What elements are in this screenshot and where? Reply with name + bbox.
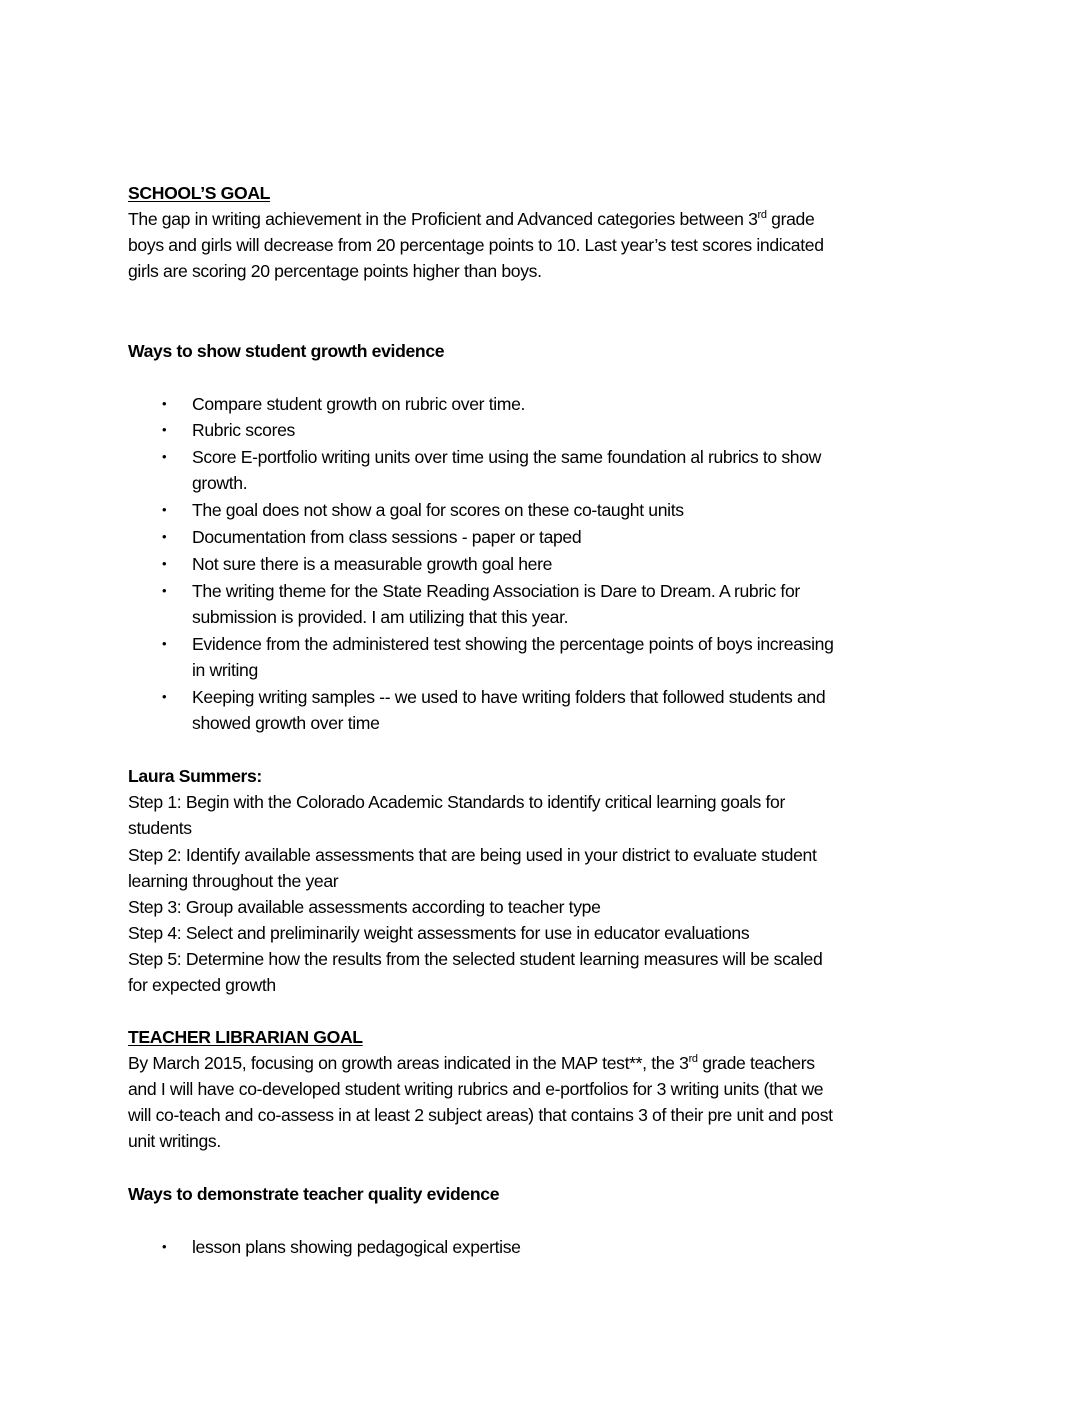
list-item: lesson plans showing pedagogical expertise [192,1237,521,1257]
teacher-librarian-goal-text: grade teachers [697,1053,815,1073]
bullet-icon: • [162,556,167,571]
step-line: Step 4: Select and preliminarily weight assessments for use in educator evaluations [128,923,750,943]
list-item: Rubric scores [192,420,295,440]
list-item: Evidence from the administered test showing the percentage points of boys increasing [192,634,834,654]
bullet-icon: • [162,502,167,517]
list-item: Not sure there is a measurable growth goal here [192,554,553,574]
laura-summers-heading: Laura Summers: [128,766,262,786]
teacher-librarian-goal-line [128,1050,815,1076]
schools-goal-text: The gap in writing achievement in the Proficient and Advanced categories between 3 [128,209,758,229]
list-item-continuation: in writing [192,660,258,680]
step-line: Step 3: Group available assessments according to teacher type [128,897,601,917]
list-item: The writing theme for the State Reading Association is Dare to Dream. A rubric for [192,581,800,601]
list-item-continuation: growth. [192,473,248,493]
step-line: Step 1: Begin with the Colorado Academic Standards to identify critical learning goals for [128,792,785,812]
step-line: for expected growth [128,975,276,995]
schools-goal-line [128,206,814,232]
schools-goal-line: girls are scoring 20 percentage points higher than boys. [128,261,542,281]
bullet-icon: • [162,422,167,437]
list-item: Score E-portfolio writing units over time using the same foundation al rubrics to show [192,447,822,467]
step-line: students [128,818,192,838]
teacher-librarian-goal-line: unit writings. [128,1131,221,1151]
bullet-icon: • [162,636,167,651]
step-line: Step 5: Determine how the results from the selected student learning measures will be scaled [128,949,823,969]
bullet-icon: • [162,583,167,598]
student-growth-heading: Ways to show student growth evidence [128,341,445,361]
step-line: Step 2: Identify available assessments that are being used in your district to evaluate student [128,845,817,865]
list-item: Keeping writing samples -- we used to have writing folders that followed students and [192,687,826,707]
teacher-librarian-goal-text: By March 2015, focusing on growth areas indicated in the MAP test**, the 3 [128,1053,689,1073]
bullet-icon: • [162,1239,167,1254]
teacher-quality-heading: Ways to demonstrate teacher quality evidence [128,1184,500,1204]
list-item-continuation: showed growth over time [192,713,380,733]
step-line: learning throughout the year [128,871,339,891]
teacher-librarian-goal-line: will co-teach and co-assess in at least 2 subject areas) that contains 3 of their pre unit and post [128,1105,833,1125]
bullet-icon: • [162,689,167,704]
schools-goal-line: boys and girls will decrease from 20 percentage points to 10. Last year’s test scores indicated [128,235,824,255]
schools-goal-text: grade [766,209,815,229]
bullet-icon: • [162,449,167,464]
superscript: rd [688,1053,698,1065]
schools-goal-heading: SCHOOL’S GOAL [128,183,271,203]
list-item-continuation: submission is provided. I am utilizing that this year. [192,607,569,627]
bullet-icon: • [162,529,167,544]
superscript: rd [757,209,767,221]
list-item: The goal does not show a goal for scores on these co-taught units [192,500,684,520]
list-item: Compare student growth on rubric over time. [192,394,526,414]
bullet-icon: • [162,396,167,411]
list-item: Documentation from class sessions - paper or taped [192,527,582,547]
teacher-librarian-goal-line: and I will have co-developed student writing rubrics and e-portfolios for 3 writing units (that we [128,1079,824,1099]
teacher-librarian-goal-heading: TEACHER LIBRARIAN GOAL [128,1027,363,1047]
